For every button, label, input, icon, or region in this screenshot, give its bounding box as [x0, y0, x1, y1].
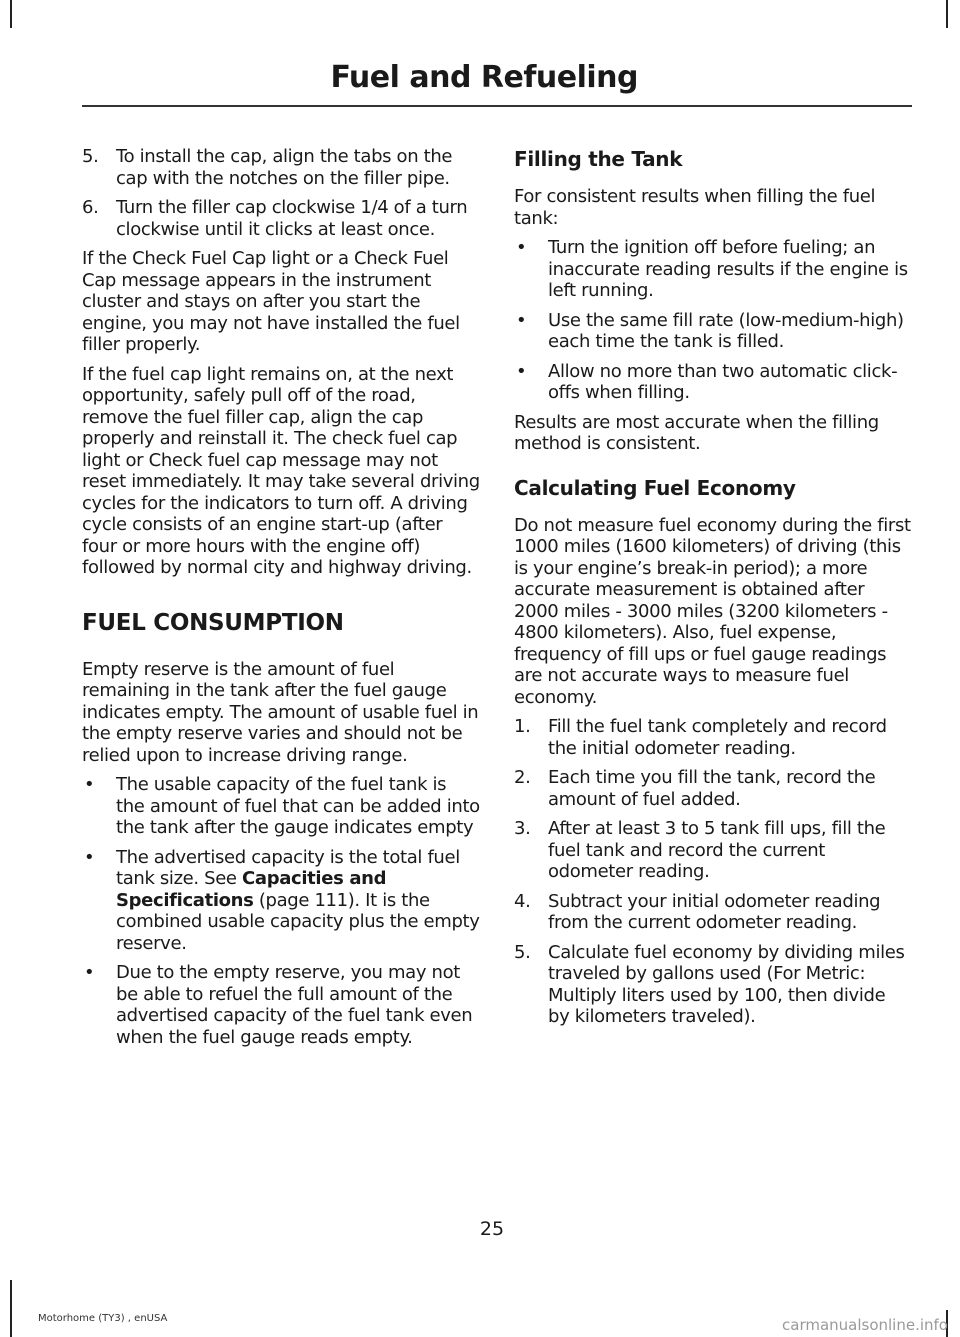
- bullet-marker: •: [516, 237, 527, 258]
- list-item-text: Fill the fuel tank completely and record the initial odometer reading.: [548, 716, 887, 759]
- list-item-text: The usable capacity of the fuel tank is the amount of fuel that can be added into the tank after the gauge indicates empty: [116, 774, 480, 838]
- crop-mark-top-right: [946, 0, 948, 28]
- paragraph-measure-fuel-economy: Do not measure fuel economy during the first 1000 miles (1600 kilometers) of driving (this is your engine’s break-in period); a more accurate measurement is obtained after 2000 miles - 3000 miles (3200 kilometers - 4800 kilometers). Also, fuel expense, frequency of fill ups or fuel gauge readings are not accurate ways to measure fuel economy.: [514, 514, 911, 708]
- list-number: 2.: [514, 767, 531, 788]
- list-item: [514, 818, 912, 883]
- bullet-marker: •: [516, 309, 527, 331]
- list-item-text: Turn the filler cap clockwise 1/4 of a turn clockwise until it clicks at least once.: [116, 197, 468, 240]
- list-item: [514, 942, 912, 1028]
- list-item: [82, 774, 480, 839]
- list-number: 1.: [514, 716, 531, 737]
- document-id: Motorhome (TY3) , enUSA: [38, 1313, 168, 1324]
- list-item: [514, 310, 912, 353]
- paragraph-results-accurate: Results are most accurate when the filling method is consistent.: [514, 411, 879, 454]
- list-item: [514, 891, 912, 934]
- paragraph-fuel-cap-light: If the fuel cap light remains on, at the next opportunity, safely pull off of the road, remove the fuel filler cap, align the cap properly and reinstall it. The check fuel cap light or Check fuel cap message may not reset immediately. It may take several driving cycles for the indicators to turn off. A driving cycle consists of an engine start-up (after four or more hours with the engine off) followed by normal city and highway driving.: [82, 363, 480, 578]
- list-item-text: Calculate fuel economy by dividing miles traveled by gallons used (For Metric: Multiply liters used by 100, then divide by kilometers traveled).: [548, 941, 905, 1027]
- subheading-calculating-fuel-economy: Calculating Fuel Economy: [514, 475, 796, 500]
- left-column: [82, 146, 480, 1056]
- list-number: 4.: [514, 890, 531, 912]
- list-item: [514, 361, 912, 404]
- list-item-text: Subtract your initial odometer reading from the current odometer reading.: [548, 890, 881, 933]
- crop-mark-bottom-left: [10, 1280, 12, 1337]
- list-number: 5.: [82, 146, 99, 167]
- cross-reference-link[interactable]: Capacities and Specifications: [116, 868, 387, 911]
- list-item-text: Turn the ignition off before fueling; an inaccurate reading results if the engine is left running.: [548, 237, 908, 301]
- list-item-text: Each time you fill the tank, record the amount of fuel added.: [548, 767, 876, 810]
- list-item: [514, 716, 912, 759]
- header-rule: [82, 105, 912, 107]
- list-item: [82, 146, 480, 189]
- list-item-text: Use the same fill rate (low-medium-high) each time the tank is filled.: [548, 309, 904, 352]
- subheading-filling-the-tank: Filling the Tank: [514, 147, 683, 171]
- section-heading-fuel-consumption: FUEL CONSUMPTION: [82, 609, 344, 636]
- list-item: [82, 962, 480, 1048]
- list-item-text-post: (page 111). It is the combined usable capacity plus the empty reserve.: [116, 889, 480, 954]
- list-item-text-pre: The advertised capacity is the total fuel tank size. See: [116, 846, 460, 889]
- page-number: 25: [479, 1218, 505, 1240]
- list-item-text: Allow no more than two automatic click-offs when filling.: [548, 360, 898, 403]
- list-number: 3.: [514, 818, 531, 839]
- bullet-marker: •: [84, 774, 95, 795]
- list-item: [82, 197, 480, 240]
- list-item: [514, 767, 912, 810]
- right-column: [514, 146, 912, 1036]
- list-item: [82, 847, 480, 955]
- paragraph-empty-reserve: Empty reserve is the amount of fuel remaining in the tank after the fuel gauge indicates empty. The amount of usable fuel in the empty reserve varies and should not be relied upon to increase driving range.: [82, 658, 479, 766]
- crop-mark-top-left: [10, 0, 12, 28]
- list-item-text: To install the cap, align the tabs on the cap with the notches on the filler pipe.: [116, 146, 453, 189]
- watermark: carmanualsonline.info: [782, 1316, 948, 1334]
- page-header-title: Fuel and Refueling: [330, 60, 638, 95]
- paragraph-consistent-results: For consistent results when filling the fuel tank:: [514, 186, 876, 229]
- list-item-text: After at least 3 to 5 tank fill ups, fill the fuel tank and record the current odometer reading.: [548, 818, 886, 882]
- bullet-marker: •: [516, 360, 527, 382]
- list-number: 5.: [514, 941, 531, 963]
- bullet-marker: •: [84, 962, 95, 983]
- list-item-text: Due to the empty reserve, you may not be able to refuel the full amount of the advertised capacity of the fuel tank even when the fuel gauge reads empty.: [116, 962, 473, 1048]
- paragraph-check-fuel-cap: If the Check Fuel Cap light or a Check Fuel Cap message appears in the instrument cluster and stays on after you start the engine, you may not have installed the fuel filler properly.: [82, 248, 460, 355]
- list-item: [514, 237, 912, 302]
- bullet-marker: •: [84, 846, 95, 868]
- list-number: 6.: [82, 197, 99, 218]
